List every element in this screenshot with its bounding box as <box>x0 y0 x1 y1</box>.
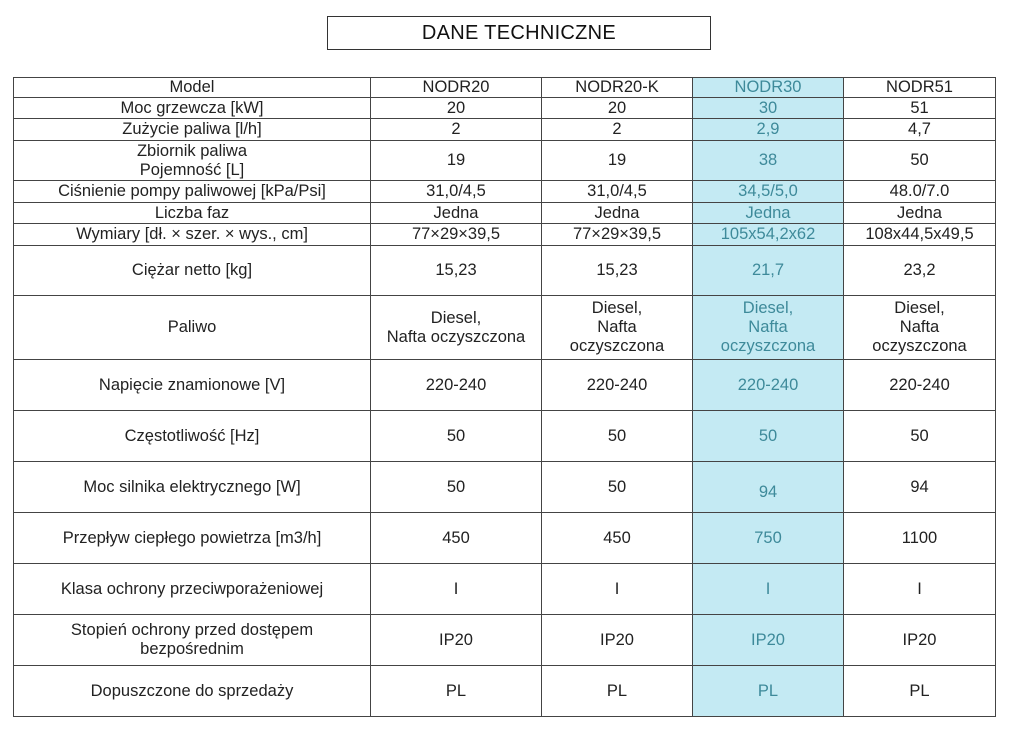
table-row <box>14 203 996 224</box>
table-row <box>14 666 996 717</box>
row-label: Zużycie paliwa [l/h] <box>14 119 371 141</box>
row-label: Klasa ochrony przeciwporażeniowej <box>14 564 371 615</box>
cell-value: 19 <box>542 141 693 181</box>
header-cell-nodr20: NODR20 <box>371 78 542 98</box>
cell-value: 30 <box>693 98 844 119</box>
header-cell-model: Model <box>14 78 371 98</box>
table-row <box>14 411 996 462</box>
cell-value: 220-240 <box>844 360 996 411</box>
cell-value: I <box>371 564 542 615</box>
cell-value: 21,7 <box>693 246 844 296</box>
cell-value-text: 94 <box>758 482 778 501</box>
cell-value: 1100 <box>844 513 996 564</box>
cell-value: PL <box>542 666 693 717</box>
cell-value: 50 <box>542 462 693 513</box>
row-label: Zbiornik paliwa Pojemność [L] <box>14 141 371 181</box>
cell-value: 20 <box>371 98 542 119</box>
row-label: Liczba faz <box>14 203 371 224</box>
row-label: Ciężar netto [kg] <box>14 246 371 296</box>
cell-value: 77×29×39,5 <box>542 224 693 246</box>
header-row <box>14 78 996 98</box>
table-row <box>14 224 996 246</box>
cell-value: 750 <box>693 513 844 564</box>
cell-value: 450 <box>371 513 542 564</box>
header-cell-nodr51: NODR51 <box>844 78 996 98</box>
cell-value: 50 <box>371 462 542 513</box>
cell-value: 77×29×39,5 <box>371 224 542 246</box>
cell-value: 105x54,2x62 <box>693 224 844 246</box>
cell-value: 450 <box>542 513 693 564</box>
cell-value: 50 <box>844 411 996 462</box>
cell-value: 50 <box>693 411 844 462</box>
header-cell-nodr20k: NODR20-K <box>542 78 693 98</box>
row-label: Ciśnienie pompy paliwowej [kPa/Psi] <box>14 181 371 203</box>
cell-value: I <box>844 564 996 615</box>
cell-value: 2,9 <box>693 119 844 141</box>
cell-value: IP20 <box>371 615 542 666</box>
cell-value: 38 <box>693 141 844 181</box>
cell-value: Diesel, Nafta oczyszczona <box>693 296 844 360</box>
cell-value: Diesel, Nafta oczyszczona <box>844 296 996 360</box>
cell-value: 31,0/4,5 <box>371 181 542 203</box>
row-label: Dopuszczone do sprzedaży <box>14 666 371 717</box>
spec-table <box>13 77 996 717</box>
table-row <box>14 513 996 564</box>
header-cell-nodr30: NODR30 <box>693 78 844 98</box>
cell-value: 20 <box>542 98 693 119</box>
cell-value: 23,2 <box>844 246 996 296</box>
row-label: Moc silnika elektrycznego [W] <box>14 462 371 513</box>
table-row <box>14 119 996 141</box>
cell-value: 2 <box>371 119 542 141</box>
cell-value: Diesel, Nafta oczyszczona <box>371 296 542 360</box>
cell-value: Jedna <box>371 203 542 224</box>
cell-value: Jedna <box>542 203 693 224</box>
cell-value: 19 <box>371 141 542 181</box>
table-row <box>14 141 996 181</box>
cell-value: PL <box>844 666 996 717</box>
cell-value: 4,7 <box>844 119 996 141</box>
table-row <box>14 296 996 360</box>
table-row <box>14 246 996 296</box>
table-row <box>14 564 996 615</box>
cell-value <box>693 462 844 513</box>
table-row <box>14 462 996 513</box>
cell-value: PL <box>693 666 844 717</box>
table-row <box>14 360 996 411</box>
cell-value: 220-240 <box>371 360 542 411</box>
row-label: Napięcie znamionowe [V] <box>14 360 371 411</box>
cell-value: IP20 <box>693 615 844 666</box>
cell-value: 220-240 <box>542 360 693 411</box>
table-row <box>14 181 996 203</box>
row-label: Przepływ ciepłego powietrza [m3/h] <box>14 513 371 564</box>
cell-value: 50 <box>542 411 693 462</box>
cell-value: 94 <box>844 462 996 513</box>
cell-value: 50 <box>844 141 996 181</box>
cell-value: PL <box>371 666 542 717</box>
cell-value: 220-240 <box>693 360 844 411</box>
cell-value: IP20 <box>542 615 693 666</box>
cell-value: 50 <box>371 411 542 462</box>
cell-value: Jedna <box>844 203 996 224</box>
row-label: Częstotliwość [Hz] <box>14 411 371 462</box>
cell-value: 15,23 <box>371 246 542 296</box>
cell-value: I <box>693 564 844 615</box>
cell-value: IP20 <box>844 615 996 666</box>
cell-value: 51 <box>844 98 996 119</box>
cell-value: 15,23 <box>542 246 693 296</box>
cell-value: 31,0/4,5 <box>542 181 693 203</box>
cell-value: I <box>542 564 693 615</box>
row-label: Wymiary [dł. × szer. × wys., cm] <box>14 224 371 246</box>
table-row <box>14 615 996 666</box>
cell-value: 48.0/7.0 <box>844 181 996 203</box>
row-label: Moc grzewcza [kW] <box>14 98 371 119</box>
row-label: Stopień ochrony przed dostępem bezpośrednim <box>14 615 371 666</box>
cell-value: Diesel, Nafta oczyszczona <box>542 296 693 360</box>
page-title: DANE TECHNICZNE <box>327 16 711 50</box>
cell-value: 2 <box>542 119 693 141</box>
cell-value: 34,5/5,0 <box>693 181 844 203</box>
table-row <box>14 98 996 119</box>
cell-value: Jedna <box>693 203 844 224</box>
row-label: Paliwo <box>14 296 371 360</box>
cell-value: 108x44,5x49,5 <box>844 224 996 246</box>
